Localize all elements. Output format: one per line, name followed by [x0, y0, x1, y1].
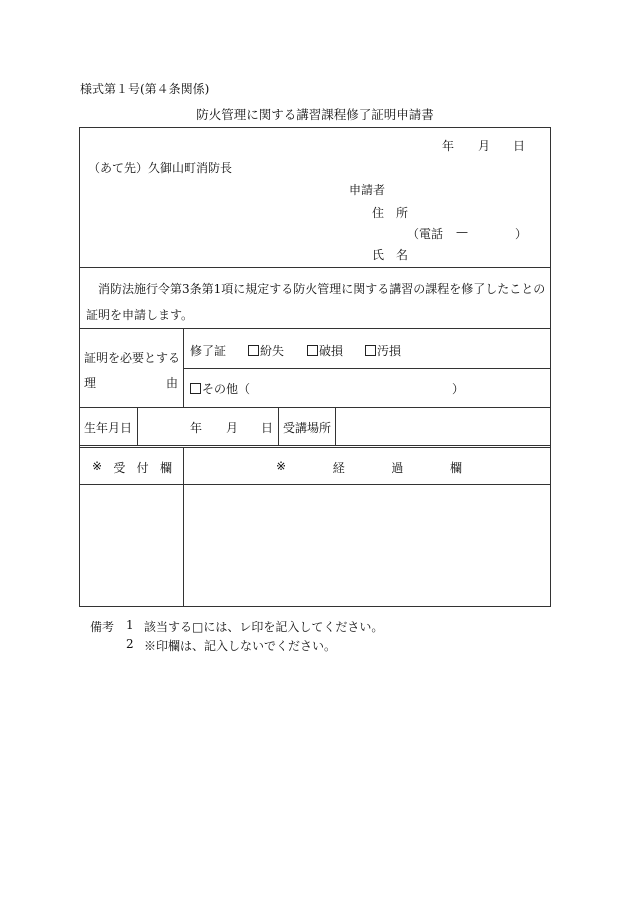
divider — [79, 445, 551, 446]
phone-open: （電話 — [407, 227, 444, 241]
checkbox-damaged[interactable]: 破損 — [307, 342, 343, 359]
certificate-label: 修了証 — [190, 344, 227, 358]
birth-month[interactable]: 月 — [226, 421, 239, 435]
checkbox-icon — [190, 383, 201, 394]
applicant-label: 申請者 — [349, 183, 386, 197]
statement-text: 消防法施行令第3条第1項に規定する防火管理に関する講習の課程を修了したことの証明を申請します。 — [86, 282, 546, 322]
reception-box — [80, 485, 182, 606]
phone-close: ） — [515, 227, 528, 241]
address-label[interactable]: 住 所 — [372, 206, 409, 220]
checkbox-icon — [365, 345, 376, 356]
checkbox-other[interactable]: その他（ — [190, 380, 250, 397]
divider — [183, 368, 551, 369]
divider — [79, 447, 551, 448]
divider — [137, 407, 138, 445]
other-reason-field[interactable] — [255, 380, 445, 394]
reason-label-yu: 由 — [166, 376, 179, 390]
reception-header: ※ 受 付 欄 — [92, 459, 172, 475]
note-text: 該当する□には、レ印を記入してください。 — [144, 620, 384, 634]
birthdate-label: 生年月日 — [84, 421, 133, 435]
other-close: ） — [452, 382, 465, 396]
addressee: （あて先）久御山町消防長 — [88, 161, 233, 175]
divider — [278, 407, 279, 445]
reason-label: 証明を必要とする — [84, 351, 181, 365]
progress-box — [184, 485, 550, 606]
form-number: 様式第１号(第４条関係) — [80, 82, 210, 96]
date-month-label[interactable]: 月 — [478, 139, 491, 153]
progress-header: ※ 経 過 欄 — [276, 459, 462, 475]
note-text: ※印欄は、記入しないでください。 — [144, 639, 337, 653]
reason-label-ri: 理 — [84, 376, 97, 390]
notes-prefix: 備考 — [90, 620, 115, 634]
birth-year[interactable]: 年 — [190, 421, 203, 435]
phone-dash: — — [456, 225, 468, 239]
date-year-label[interactable]: 年 — [442, 139, 455, 153]
birth-day[interactable]: 日 — [261, 421, 274, 435]
checkbox-lost[interactable]: 紛失 — [248, 342, 284, 359]
note-number: 1 — [126, 618, 134, 632]
checkbox-icon — [307, 345, 318, 356]
note-number: 2 — [126, 637, 134, 651]
venue-field[interactable] — [336, 408, 550, 444]
checkbox-icon — [248, 345, 259, 356]
date-day-label[interactable]: 日 — [513, 139, 526, 153]
name-label[interactable]: 氏 名 — [372, 248, 409, 262]
divider — [79, 328, 551, 329]
divider — [79, 267, 551, 268]
page-title: 防火管理に関する講習課程修了証明申請書 — [196, 107, 434, 122]
venue-label: 受講場所 — [283, 421, 332, 435]
checkbox-soiled[interactable]: 汚損 — [365, 342, 401, 359]
